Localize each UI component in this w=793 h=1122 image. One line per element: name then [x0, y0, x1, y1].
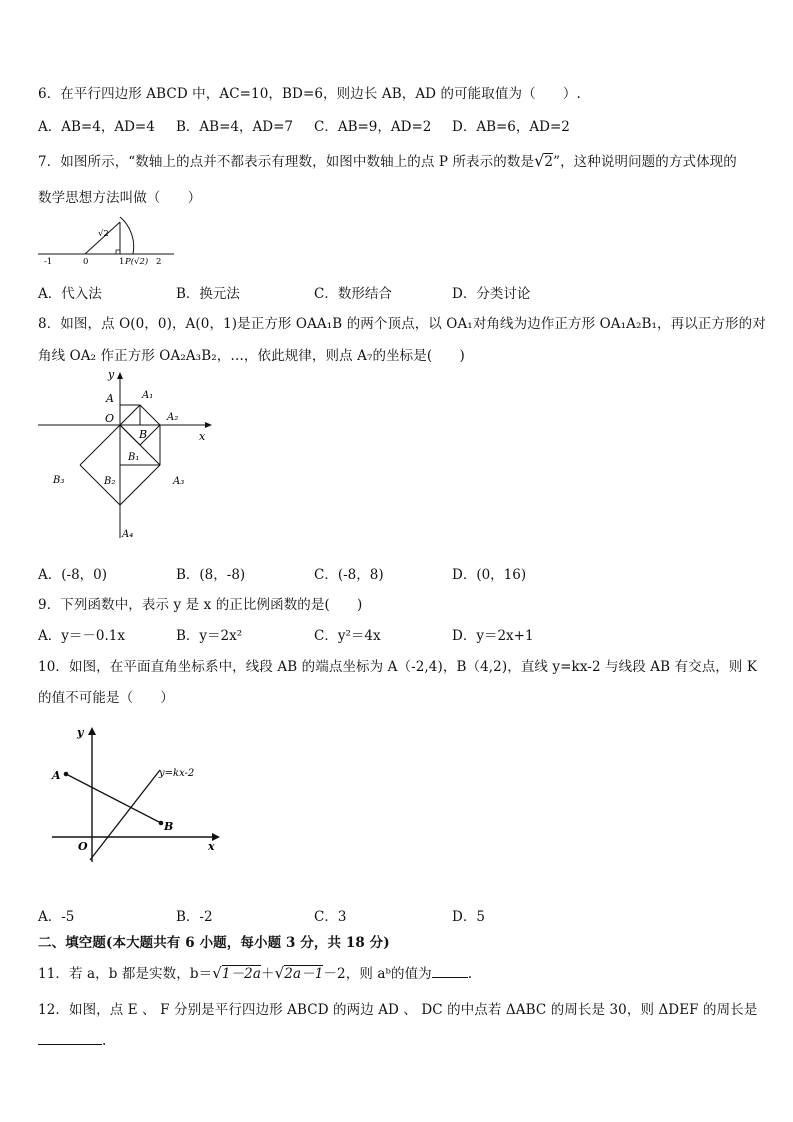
q10-stem-line2: 的值不可能是（ ） [38, 690, 174, 706]
q9-option-c: C．y²＝4x [314, 628, 381, 644]
q9-option-a: A．y＝－0.1x [38, 628, 125, 644]
label-o: O [105, 412, 115, 425]
label-a2: A₂ [167, 412, 179, 423]
compass-arc [120, 217, 134, 254]
q6-option-b: B．AB=4，AD=7 [176, 119, 293, 135]
q11-plus: ＋ [261, 966, 275, 982]
sqrt-symbol: √ [534, 151, 545, 170]
q8-stem-line2: 角线 OA₂ 作正方形 OA₂A₃B₂，…，依此规律，则点 A₇的坐标是( ) [38, 348, 465, 364]
q12-answer-blank[interactable] [38, 1032, 102, 1045]
q11-radicand-2: 2a－1 [284, 966, 324, 982]
q6-option-c: C．AB=9，AD=2 [314, 119, 432, 135]
point-a [64, 772, 69, 777]
label-x: x [208, 840, 215, 853]
q7-tick-0: 0 [83, 257, 89, 267]
q8-option-a: A．(-8，0) [38, 567, 108, 583]
q6-option-d: D．AB=6，AD=2 [452, 119, 570, 135]
q7-option-d: D．分类讨论 [452, 286, 531, 302]
q8-option-c: C．(-8，8) [314, 567, 384, 583]
diagonal-o-a1 [120, 405, 140, 425]
label-b3: B₃ [53, 475, 65, 486]
right-angle-mark [116, 250, 120, 254]
edge-a1-a2 [140, 405, 160, 425]
q12-stem-line2 [38, 1032, 106, 1049]
q11-part2: －2，则 aᵇ的值为 [323, 966, 432, 982]
point-b [159, 821, 164, 826]
sqrt-symbol: √ [274, 964, 285, 982]
edge-b3-o [80, 425, 120, 465]
label-a3: A₃ [173, 476, 185, 487]
q8-option-b: B．(8，-8) [176, 567, 246, 583]
q7-tick-2: 2 [156, 257, 162, 267]
section-2-title: 二、填空题(本大题共有 6 小题，每小题 3 分，共 18 分) [38, 935, 390, 951]
label-a: A [106, 392, 114, 405]
label-a1: A₁ [142, 390, 154, 401]
x-axis-arrow-icon [205, 422, 212, 428]
q11-radicand-1: 1－2a [221, 966, 262, 982]
label-b: B [139, 428, 148, 441]
label-b: B [164, 820, 174, 833]
label-y: y [108, 368, 115, 381]
q8-option-d: D．(0，16) [452, 567, 527, 583]
q10-option-d: D．5 [452, 909, 485, 925]
q7-stem-line2: 数学思想方法叫做（ ） [38, 190, 202, 206]
q7-tick-minus1: -1 [44, 257, 53, 267]
q7-number-line-figure [34, 210, 179, 268]
label-b2: B₂ [104, 476, 116, 487]
q10-stem-line1: 10．如图，在平面直角坐标系中，线段 AB 的端点坐标为 A（-2,4)，B（4,2)，直线 y=kx-2 与线段 AB 有交点，则 K [38, 659, 758, 675]
segment-ab [66, 774, 161, 823]
line-y-kx-2 [90, 770, 160, 860]
q11-stem [38, 962, 472, 982]
q7-sqrt-label: √2 [98, 229, 109, 239]
y-axis-arrow-icon [88, 727, 96, 735]
q10-option-a: A．-5 [38, 909, 75, 925]
q7-option-c: C．数形结合 [314, 286, 392, 302]
q7-tick-1: 1 [119, 257, 125, 267]
q7-stem-part-a: 7．如图所示，“数轴上的点并不都表示有理数，如图中数轴上的点 P 所表示的数是 [38, 154, 535, 170]
q6-stem: 6．在平行四边形 ABCD 中，AC=10，BD=6，则边长 AB，AD 的可能取值为（ ）. [38, 86, 581, 102]
label-x: x [199, 430, 206, 443]
q10-option-b: B．-2 [176, 909, 213, 925]
q9-stem: 9．下列函数中，表示 y 是 x 的正比例函数的是( ) [38, 597, 363, 613]
y-axis-arrow-icon [117, 372, 123, 379]
sqrt-symbol: √ [212, 964, 222, 982]
q9-option-d: D．y＝2x+1 [452, 628, 534, 644]
q7-stem-part-b: ”，这种说明问题的方式体现的 [553, 154, 737, 170]
q11-answer-blank[interactable] [432, 965, 468, 978]
label-y: y [77, 726, 84, 739]
q8-squares-figure [36, 368, 226, 548]
label-o: O [78, 840, 88, 853]
q7-stem-line1 [38, 150, 737, 170]
q12-end: . [102, 1033, 107, 1049]
label-a: A [52, 769, 61, 782]
edge-a3-a4 [120, 465, 160, 505]
q11-part1: 11．若 a，b 都是实数，b＝ [38, 966, 213, 982]
q9-option-b: B．y＝2x² [176, 628, 243, 644]
label-b1: B₁ [128, 452, 140, 463]
q7-option-a: A．代入法 [38, 286, 102, 302]
q7-option-b: B．换元法 [176, 286, 240, 302]
q6-option-a: A．AB=4，AD=4 [38, 119, 155, 135]
label-line-equation: y=kx-2 [159, 768, 195, 779]
q12-stem-line1: 12．如图，点 E 、 F 分别是平行四边形 ABCD 的两边 AD 、 DC 的中点若 ΔABC 的周长是 30，则 ΔDEF 的周长是 [38, 1002, 758, 1018]
q8-stem-line1: 8．如图，点 O(0，0)，A(0，1)是正方形 OAA₁B 的两个顶点，以 OA₁对角线为边作正方形 OA₁A₂B₁，再以正方形的对 [38, 316, 766, 332]
q10-option-c: C．3 [314, 909, 347, 925]
q10-coordinate-figure [48, 722, 228, 870]
q7-point-p-label: P(√2) [125, 257, 149, 267]
q7-sqrt-value: 2 [544, 154, 554, 170]
q11-end: . [467, 966, 473, 982]
label-a4: A₄ [122, 529, 134, 540]
